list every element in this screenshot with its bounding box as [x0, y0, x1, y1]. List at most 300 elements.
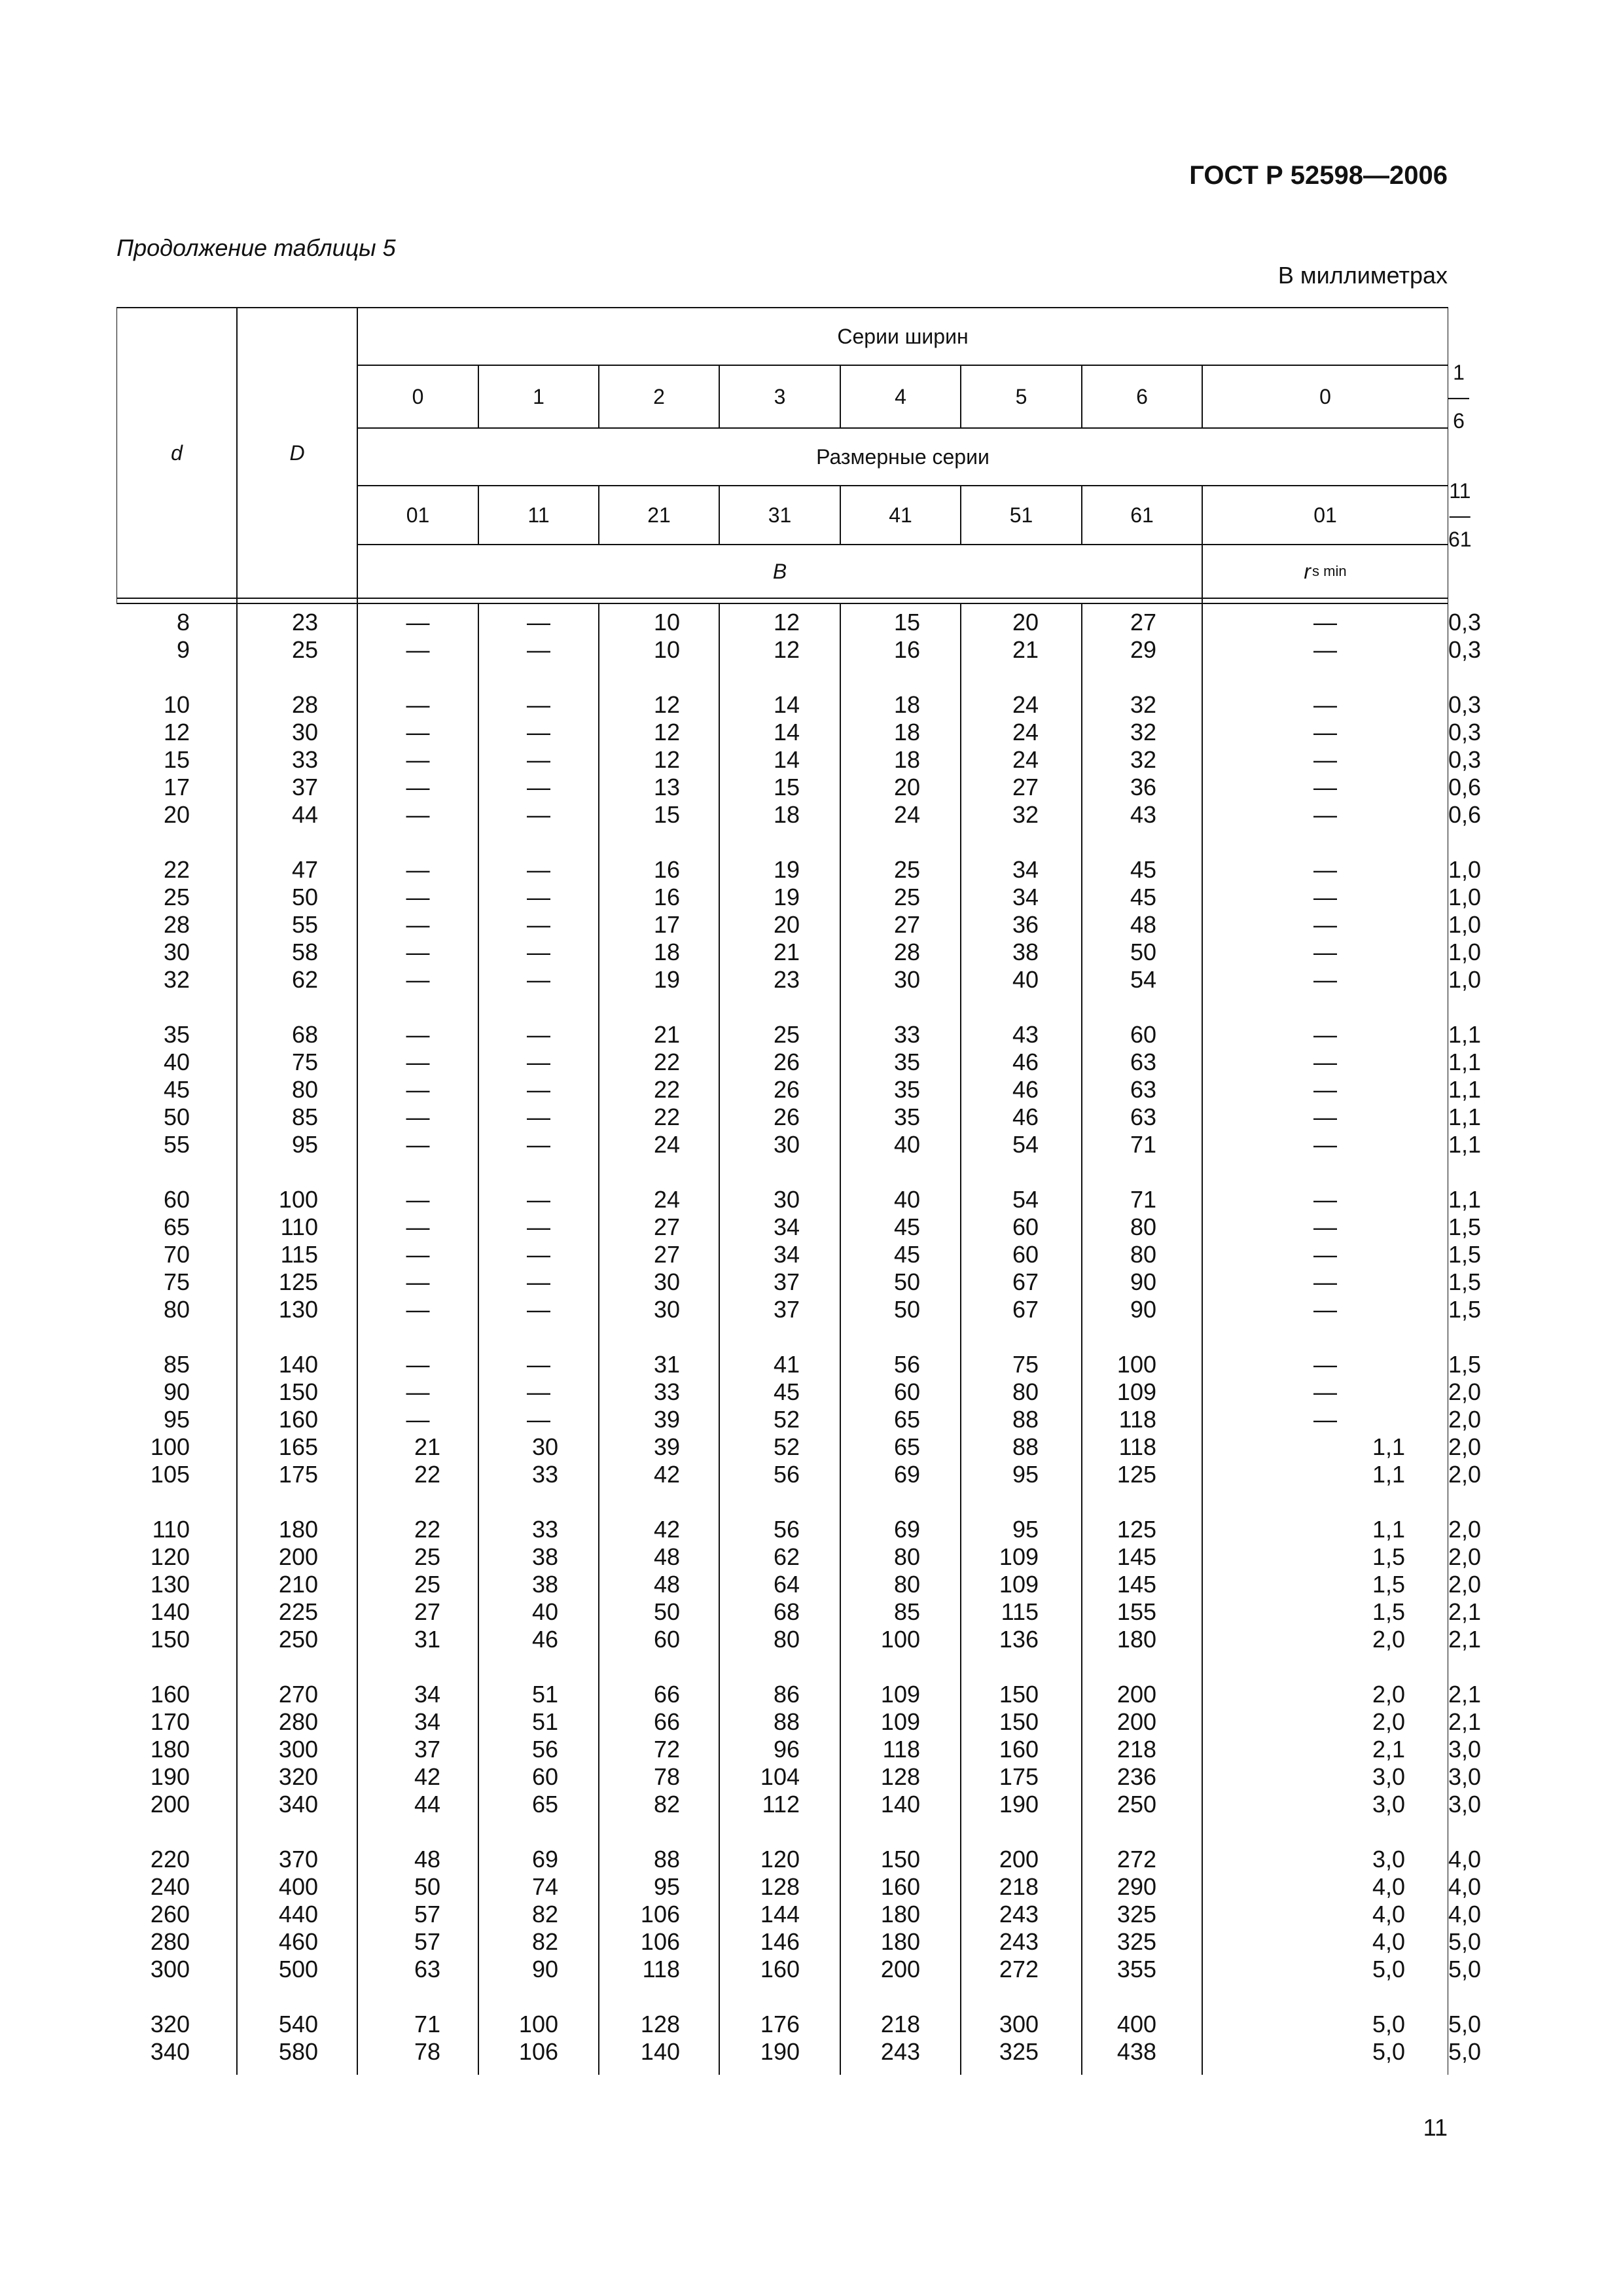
table-cell: 440 — [278, 1901, 318, 1928]
table-cell: 40 — [1012, 966, 1039, 993]
header-r-min-text: r — [1304, 559, 1311, 583]
table-cell: — — [406, 856, 430, 883]
table-cell: 280 — [150, 1928, 190, 1955]
table-cell: 21 — [773, 939, 800, 965]
table-cell: — — [406, 966, 430, 993]
document-code: ГОСТ Р 52598—2006 — [1189, 161, 1448, 190]
table-cell: 33 — [531, 1461, 558, 1488]
table-cell: 300 — [999, 2011, 1039, 2037]
table-row — [116, 1213, 1482, 1241]
table-cell: 130 — [278, 1296, 318, 1323]
table-cell: 200 — [880, 1956, 920, 1982]
table-cell: 25 — [893, 884, 920, 910]
table-cell: 128 — [640, 2011, 680, 2037]
table-cell: 41 — [773, 1351, 800, 1378]
table-cell: 30 — [773, 1131, 800, 1158]
table-cell: 22 — [653, 1076, 680, 1103]
table-cell: 218 — [880, 2011, 920, 2037]
header-width-series-value — [719, 365, 840, 428]
table-cell: 4,0 — [1372, 1928, 1405, 1955]
table-cell: 22 — [414, 1461, 440, 1488]
table-cell: 218 — [1116, 1736, 1156, 1763]
table-cell: 1,1 — [1448, 1186, 1482, 1213]
table-cell: 30 — [773, 1186, 800, 1213]
table-cell: 190 — [150, 1763, 190, 1790]
table-cell: — — [527, 1131, 550, 1158]
header-width-series-value-text: 5 — [1015, 384, 1027, 408]
table-cell: 236 — [1116, 1763, 1156, 1790]
table-cell: — — [527, 911, 550, 938]
table-cell: 5,0 — [1448, 2038, 1482, 2065]
header-dim-series-value — [1202, 486, 1448, 545]
table-cell: 62 — [291, 966, 318, 993]
table-cell: — — [1313, 636, 1337, 663]
table-row — [116, 1049, 1482, 1076]
table-cell: 120 — [150, 1543, 190, 1570]
table-cell: 5,0 — [1448, 1956, 1482, 1982]
table-cell: 4,0 — [1372, 1901, 1405, 1928]
table-cell: 45 — [773, 1378, 800, 1405]
table-cell: 320 — [150, 2011, 190, 2037]
table-cell: 26 — [773, 1103, 800, 1130]
table-cell: 110 — [152, 1516, 190, 1543]
header-dim-series-value — [599, 486, 719, 545]
table-cell: 34 — [414, 1708, 440, 1735]
table-caption: Продолжение таблицы 5 — [116, 234, 396, 261]
table-cell: 45 — [893, 1213, 920, 1240]
table-cell: — — [527, 1351, 550, 1378]
header-dim-series-value-text: 31 — [768, 503, 792, 527]
table-cell: 56 — [773, 1516, 800, 1543]
table-cell: 88 — [653, 1846, 680, 1873]
table-row — [116, 691, 1482, 719]
table-cell: 16 — [653, 856, 680, 883]
table-cell: — — [527, 636, 550, 663]
table-cell: 10 — [653, 636, 680, 663]
table-cell: 300 — [150, 1956, 190, 1982]
table-cell: 18 — [653, 939, 680, 965]
table-cell: 39 — [653, 1406, 680, 1433]
header-width-series-value — [599, 365, 719, 428]
table-cell: 22 — [414, 1516, 440, 1543]
table-cell: 109 — [999, 1543, 1039, 1570]
table-cell: 125 — [278, 1268, 318, 1295]
table-cell: 71 — [1130, 1186, 1156, 1213]
table-cell: 150 — [278, 1378, 318, 1405]
table-cell: 109 — [880, 1681, 920, 1708]
table-cell: 46 — [531, 1626, 558, 1653]
table-cell: 118 — [882, 1736, 920, 1763]
table-cell: 100 — [278, 1186, 318, 1213]
table-cell: 19 — [773, 884, 800, 910]
table-cell: 150 — [150, 1626, 190, 1653]
header-dim-series-value-text: 11 — 61 — [1448, 478, 1472, 551]
table-cell: 32 — [1012, 801, 1039, 828]
table-cell: 26 — [773, 1049, 800, 1075]
table-cell: 85 — [163, 1351, 190, 1378]
table-cell: 55 — [291, 911, 318, 938]
table-cell: 2,0 — [1448, 1571, 1482, 1598]
table-cell: 45 — [163, 1076, 190, 1103]
table-cell: 40 — [893, 1186, 920, 1213]
table-cell: 51 — [531, 1681, 558, 1708]
table-cell: 180 — [880, 1928, 920, 1955]
table-cell: 26 — [773, 1076, 800, 1103]
table-cell: 35 — [893, 1076, 920, 1103]
table-cell: 14 — [773, 719, 800, 745]
table-cell: 50 — [653, 1598, 680, 1625]
table-cell: 160 — [880, 1873, 920, 1900]
table-cell: 35 — [893, 1103, 920, 1130]
table-cell: — — [1313, 1103, 1337, 1130]
header-width-series-value-text: 0 — [1319, 384, 1331, 408]
table-cell: — — [1313, 1049, 1337, 1075]
table-cell: 35 — [893, 1049, 920, 1075]
table-cell: 60 — [893, 1378, 920, 1405]
table-cell: 67 — [1012, 1296, 1039, 1323]
table-cell: 70 — [163, 1241, 190, 1268]
table-cell: 106 — [640, 1901, 680, 1928]
table-cell: 10 — [653, 609, 680, 636]
table-row — [116, 1433, 1482, 1461]
table-row — [116, 1131, 1482, 1158]
table-row — [116, 1598, 1482, 1626]
table-row — [116, 966, 1482, 994]
table-cell: 1,5 — [1448, 1241, 1482, 1268]
table-cell: 46 — [1012, 1049, 1039, 1075]
table-cell: 80 — [1130, 1213, 1156, 1240]
table-cell: 260 — [150, 1901, 190, 1928]
header-dim-series-value-text: 21 — [647, 503, 671, 527]
table-cell: 68 — [773, 1598, 800, 1625]
table-cell: 30 — [291, 719, 318, 745]
table-cell: 30 — [653, 1268, 680, 1295]
table-cell: 18 — [893, 691, 920, 718]
header-r-min — [1202, 545, 1448, 598]
table-cell: 146 — [760, 1928, 800, 1955]
header-width-series-value — [1202, 365, 1448, 428]
table-cell: 60 — [1012, 1213, 1039, 1240]
table-cell: 63 — [1130, 1103, 1156, 1130]
table-row — [116, 1076, 1482, 1103]
table-row — [116, 856, 1482, 884]
table-cell: 13 — [653, 774, 680, 800]
table-cell: — — [1313, 691, 1337, 718]
table-cell: 200 — [1116, 1681, 1156, 1708]
table-cell: 200 — [278, 1543, 318, 1570]
table-row — [116, 2011, 1482, 2038]
table-row — [116, 1241, 1482, 1268]
table-cell: 12 — [653, 691, 680, 718]
table-cell: 2,0 — [1372, 1681, 1405, 1708]
table-cell: — — [1313, 609, 1337, 636]
table-cell: — — [527, 719, 550, 745]
table-cell: 60 — [531, 1763, 558, 1790]
table-cell: 340 — [278, 1791, 318, 1818]
table-cell: 0,3 — [1448, 691, 1482, 718]
header-dim-series-value-text: 01 — [1313, 503, 1337, 527]
table-cell: 2,1 — [1372, 1736, 1405, 1763]
table-cell: — — [527, 1076, 550, 1103]
table-cell: 36 — [1130, 774, 1156, 800]
table-cell: 2,1 — [1448, 1708, 1482, 1735]
table-cell: — — [1313, 1076, 1337, 1103]
table-cell: 1,5 — [1372, 1571, 1405, 1598]
table-cell: 1,1 — [1448, 1049, 1482, 1075]
table-cell: 165 — [278, 1433, 318, 1460]
table-cell: 95 — [163, 1406, 190, 1433]
table-cell: 1,5 — [1448, 1296, 1482, 1323]
table-cell: 2,0 — [1372, 1708, 1405, 1735]
table-cell: 69 — [531, 1846, 558, 1873]
table-cell: 106 — [518, 2038, 558, 2065]
table-cell: 34 — [773, 1241, 800, 1268]
table-cell: 72 — [653, 1736, 680, 1763]
table-cell: 28 — [163, 911, 190, 938]
table-cell: 280 — [278, 1708, 318, 1735]
table-cell: 23 — [773, 966, 800, 993]
table-cell: 180 — [880, 1901, 920, 1928]
table-cell: 38 — [1012, 939, 1039, 965]
table-cell: 140 — [880, 1791, 920, 1818]
header-width-series-text: Серии ширин — [837, 324, 969, 348]
header-width-series-value — [961, 365, 1082, 428]
header-width-series-value-text: 3 — [774, 384, 786, 408]
table-cell: 144 — [760, 1901, 800, 1928]
table-row — [116, 939, 1482, 966]
table-cell: 3,0 — [1372, 1763, 1405, 1790]
table-cell: — — [527, 939, 550, 965]
table-cell: 2,0 — [1448, 1543, 1482, 1570]
table-cell: 12 — [653, 719, 680, 745]
table-cell: 100 — [1116, 1351, 1156, 1378]
table-cell: — — [1313, 1406, 1337, 1433]
table-cell: — — [406, 1103, 430, 1130]
table-row — [116, 1543, 1482, 1571]
table-cell: 1,5 — [1372, 1543, 1405, 1570]
table-cell: 82 — [531, 1901, 558, 1928]
table-cell: 48 — [653, 1571, 680, 1598]
table-cell: — — [527, 1268, 550, 1295]
table-row — [116, 884, 1482, 911]
table-cell: 33 — [653, 1378, 680, 1405]
table-cell: 58 — [291, 939, 318, 965]
table-cell: 30 — [163, 939, 190, 965]
table-cell: 60 — [653, 1626, 680, 1653]
table-cell: 340 — [150, 2038, 190, 2065]
table-cell: 14 — [773, 691, 800, 718]
table-cell: 24 — [653, 1186, 680, 1213]
header-dim-series-value — [719, 486, 840, 545]
table-cell: — — [1313, 966, 1337, 993]
table-cell: 120 — [760, 1846, 800, 1873]
table-cell: 27 — [653, 1213, 680, 1240]
table-cell: 106 — [640, 1928, 680, 1955]
table-cell: 500 — [278, 1956, 318, 1982]
table-cell: 25 — [414, 1571, 440, 1598]
table-cell: 175 — [999, 1763, 1039, 1790]
table-cell: 3,0 — [1448, 1791, 1482, 1818]
table-cell: 115 — [1001, 1598, 1039, 1625]
table-cell: 17 — [163, 774, 190, 800]
table-cell: 35 — [163, 1021, 190, 1048]
table-row — [116, 1708, 1482, 1736]
table-cell: 60 — [163, 1186, 190, 1213]
table-cell: 200 — [1116, 1708, 1156, 1735]
table-cell: 75 — [291, 1049, 318, 1075]
table-cell: 63 — [1130, 1076, 1156, 1103]
header-width-series-value-text: 1 — [533, 384, 544, 408]
table-cell: 5,0 — [1372, 2011, 1405, 2037]
table-cell: 1,1 — [1448, 1103, 1482, 1130]
table-cell: 30 — [653, 1296, 680, 1323]
table-cell: 78 — [653, 1763, 680, 1790]
table-cell: 400 — [278, 1873, 318, 1900]
table-cell: 39 — [653, 1433, 680, 1460]
table-cell: 48 — [414, 1846, 440, 1873]
table-cell: 66 — [653, 1681, 680, 1708]
header-width-series-value-text: 6 — [1136, 384, 1148, 408]
table-cell: — — [527, 1049, 550, 1075]
table-cell: 88 — [1012, 1406, 1039, 1433]
header-dim-series-value — [1082, 486, 1202, 545]
table-cell: 2,1 — [1448, 1681, 1482, 1708]
table-cell: — — [527, 856, 550, 883]
table-cell: 40 — [893, 1131, 920, 1158]
table-cell: 272 — [999, 1956, 1039, 1982]
table-cell: 56 — [531, 1736, 558, 1763]
table-cell: 4,0 — [1372, 1873, 1405, 1900]
table-cell: 2,0 — [1448, 1461, 1482, 1488]
table-cell: 0,3 — [1448, 609, 1482, 636]
header-width-series-value — [1448, 360, 1469, 433]
table-cell: 2,0 — [1448, 1433, 1482, 1460]
header-dim-series — [357, 428, 1448, 486]
table-cell: — — [1313, 884, 1337, 910]
header-D — [237, 308, 357, 598]
table-cell: 150 — [999, 1681, 1039, 1708]
table-cell: 3,0 — [1448, 1763, 1482, 1790]
table-cell: — — [406, 1296, 430, 1323]
table-cell: 170 — [150, 1708, 190, 1735]
table-cell: 65 — [531, 1791, 558, 1818]
table-cell: 100 — [518, 2011, 558, 2037]
table-cell: 21 — [653, 1021, 680, 1048]
table-cell: — — [406, 1213, 430, 1240]
table-cell: 71 — [414, 2011, 440, 2037]
table-cell: 1,0 — [1448, 884, 1482, 910]
table-cell: — — [527, 1103, 550, 1130]
table-cell: 5,0 — [1448, 1928, 1482, 1955]
table-cell: 190 — [999, 1791, 1039, 1818]
table-cell: 27 — [1130, 609, 1156, 636]
table-cell: 30 — [531, 1433, 558, 1460]
table-cell: 48 — [1130, 911, 1156, 938]
table-cell: 96 — [773, 1736, 800, 1763]
table-cell: 40 — [163, 1049, 190, 1075]
header-dim-series-value-text: 51 — [1009, 503, 1033, 527]
table-cell: 88 — [773, 1708, 800, 1735]
table-cell: 150 — [999, 1708, 1039, 1735]
table-cell: 90 — [531, 1956, 558, 1982]
table-cell: 140 — [640, 2038, 680, 2065]
table-cell: — — [527, 774, 550, 800]
table-cell: 51 — [531, 1708, 558, 1735]
table-cell: 32 — [1130, 719, 1156, 745]
table-cell: 95 — [1012, 1516, 1039, 1543]
table-cell: 80 — [163, 1296, 190, 1323]
table-cell: — — [527, 801, 550, 828]
table-cell: — — [406, 746, 430, 773]
table-cell: 2,0 — [1372, 1626, 1405, 1653]
table-cell: 67 — [1012, 1268, 1039, 1295]
table-row — [116, 1378, 1482, 1406]
table-cell: 18 — [773, 801, 800, 828]
header-B-text: B — [772, 559, 787, 583]
table-cell: 110 — [280, 1213, 318, 1240]
table-cell: 34 — [1012, 856, 1039, 883]
table-cell: 4,0 — [1448, 1873, 1482, 1900]
table-cell: — — [1313, 1268, 1337, 1295]
table-cell: 0,3 — [1448, 746, 1482, 773]
table-cell: 325 — [999, 2038, 1039, 2065]
table-cell: — — [527, 1241, 550, 1268]
header-width-series-value-text: 1 — 6 — [1448, 360, 1469, 433]
table-cell: — — [406, 1378, 430, 1405]
table-cell: 12 — [653, 746, 680, 773]
table-cell: 28 — [291, 691, 318, 718]
table-row — [116, 1571, 1482, 1598]
table-cell: 9 — [176, 636, 190, 663]
header-width-series-value-text: 2 — [653, 384, 665, 408]
header-dim-series-value — [840, 486, 961, 545]
table-cell: — — [406, 636, 430, 663]
table-cell: 27 — [1012, 774, 1039, 800]
table-cell: 1,0 — [1448, 939, 1482, 965]
table-cell: 155 — [1116, 1598, 1156, 1625]
table-cell: 2,1 — [1448, 1598, 1482, 1625]
table-cell: 65 — [163, 1213, 190, 1240]
table-cell: 115 — [280, 1241, 318, 1268]
table-cell: 20 — [1012, 609, 1039, 636]
table-cell: 69 — [893, 1516, 920, 1543]
table-cell: 160 — [760, 1956, 800, 1982]
table-row — [116, 911, 1482, 939]
table-cell: 45 — [893, 1241, 920, 1268]
table-cell: 243 — [999, 1901, 1039, 1928]
table-cell: 32 — [1130, 746, 1156, 773]
table-cell: — — [1313, 1186, 1337, 1213]
table-cell: 270 — [278, 1681, 318, 1708]
table-cell: — — [406, 1021, 430, 1048]
table-cell: 31 — [653, 1351, 680, 1378]
header-width-series-value — [478, 365, 599, 428]
table-cell: 24 — [893, 801, 920, 828]
table-cell: 42 — [653, 1461, 680, 1488]
table-cell: 55 — [163, 1131, 190, 1158]
table-cell: 50 — [414, 1873, 440, 1900]
table-cell: — — [406, 1406, 430, 1433]
table-cell: 82 — [531, 1928, 558, 1955]
table-cell: 50 — [1130, 939, 1156, 965]
table-cell: 118 — [1118, 1406, 1156, 1433]
table-row — [116, 1103, 1482, 1131]
table-cell: 27 — [653, 1241, 680, 1268]
table-cell: 71 — [1130, 1131, 1156, 1158]
table-cell: 5,0 — [1372, 1956, 1405, 1982]
table-row — [116, 1791, 1482, 1818]
table-cell: 370 — [278, 1846, 318, 1873]
